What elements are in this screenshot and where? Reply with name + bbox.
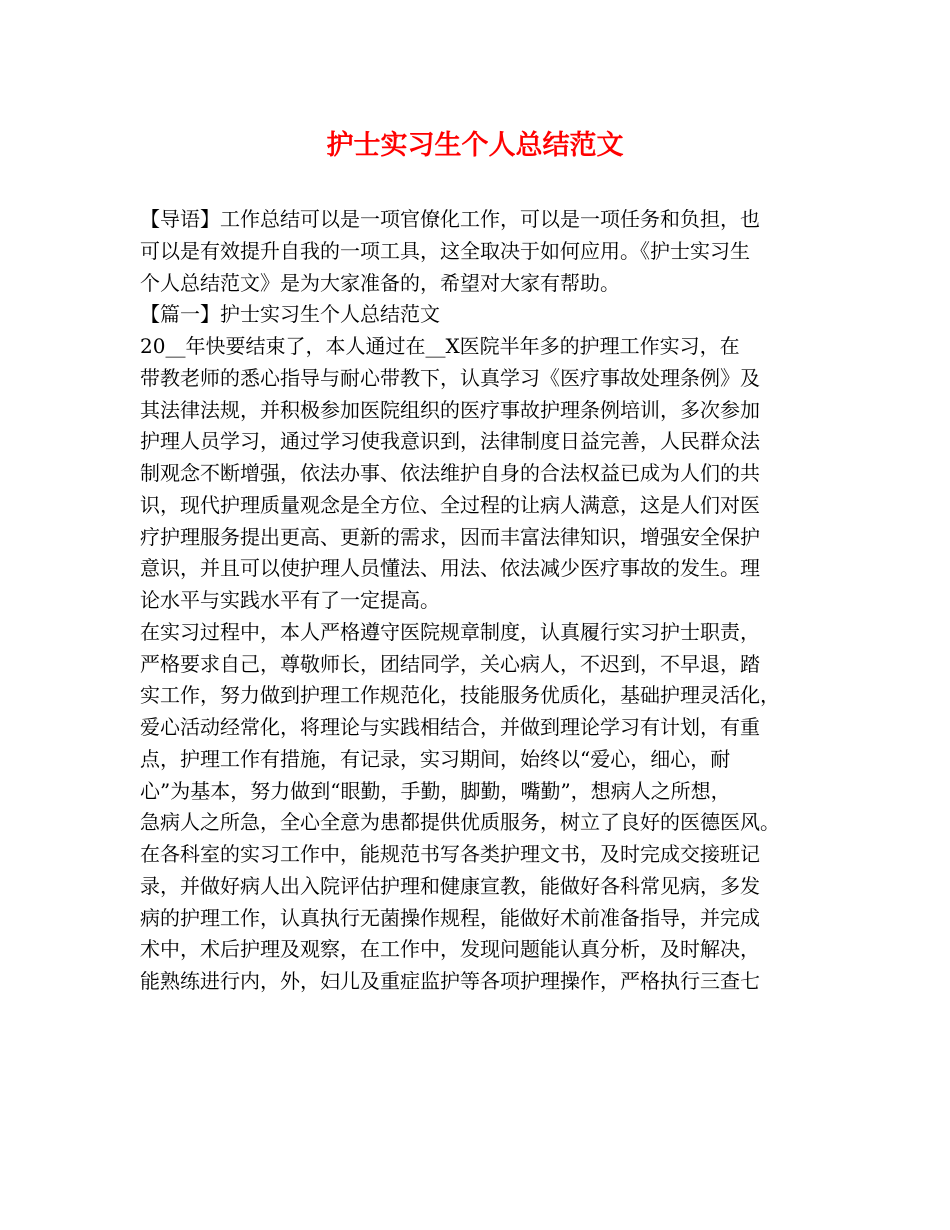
text-line: 能熟练进行内，外，妇儿及重症监护等各项护理操作，严格执行三查七 <box>140 969 760 993</box>
text-line: 术中，术后护理及观察，在工作中，发现问题能认真分析，及时解决， <box>140 937 760 962</box>
document-title: 护士实习生个人总结范文 <box>326 130 624 161</box>
text-line: 爱心活动经常化，将理论与实践相结合，并做到理论学习有计划，有重 <box>140 715 760 739</box>
text-line: 20__年快要结束了，本人通过在__X医院半年多的护理工作实习，在 <box>140 334 740 358</box>
text-line: 【导语】工作总结可以是一项官僚化工作，可以是一项任务和负担，也 <box>140 207 760 231</box>
text-line: 带教老师的悉心指导与耐心带教下，认真学习《医疗事故处理条例》及 <box>140 365 760 390</box>
text-line: 其法律法规，并积极参加医院组织的医疗事故护理条例培训，多次参加 <box>140 397 760 422</box>
text-line: 急病人之所急，全心全意为患都提供优质服务，树立了良好的医德医风。 <box>140 810 780 835</box>
text-line: 在实习过程中，本人严格遵守医院规章制度，认真履行实习护士职责， <box>140 619 760 644</box>
text-line: 论水平与实践水平有了一定提高。 <box>140 588 440 612</box>
text-line: 个人总结范文》是为大家准备的，希望对大家有帮助。 <box>140 270 620 295</box>
text-line: 护理人员学习，通过学习使我意识到，法律制度日益完善，人民群众法 <box>140 429 760 454</box>
text-line: 在各科室的实习工作中，能规范书写各类护理文书，及时完成交接班记 <box>140 842 760 866</box>
text-line: 心”为基本，努力做到“眼勤，手勤，脚勤，嘴勤”，想病人之所想， <box>140 778 731 803</box>
text-line: 可以是有效提升自我的一项工具，这全取决于如何应用。《护士实习生 <box>140 238 750 263</box>
text-line: 疗护理服务提出更高、更新的需求，因而丰富法律知识，增强安全保护 <box>140 524 760 549</box>
text-line: 严格要求自己，尊敬师长，团结同学，关心病人，不迟到，不早退，踏 <box>140 651 760 676</box>
text-line: 【篇一】护士实习生个人总结范文 <box>140 302 440 327</box>
text-line: 实工作，努力做到护理工作规范化，技能服务优质化，基础护理灵活化， <box>140 683 780 708</box>
text-line: 制观念不断增强，依法办事、依法维护自身的合法权益已成为人们的共 <box>140 461 760 485</box>
text-line: 病的护理工作，认真执行无菌操作规程，能做好术前准备指导，并完成 <box>140 905 760 930</box>
text-line: 点，护理工作有措施，有记录，实习期间，始终以“爱心，细心，耐 <box>140 746 731 771</box>
text-line: 意识，并且可以使护理人员懂法、用法、依法减少医疗事故的发生。理 <box>140 556 760 581</box>
text-line: 识，现代护理质量观念是全方位、全过程的让病人满意，这是人们对医 <box>140 492 760 517</box>
document-body <box>140 204 820 998</box>
text-line: 录，并做好病人出入院评估护理和健康宣教，能做好各科常见病，多发 <box>140 873 760 898</box>
